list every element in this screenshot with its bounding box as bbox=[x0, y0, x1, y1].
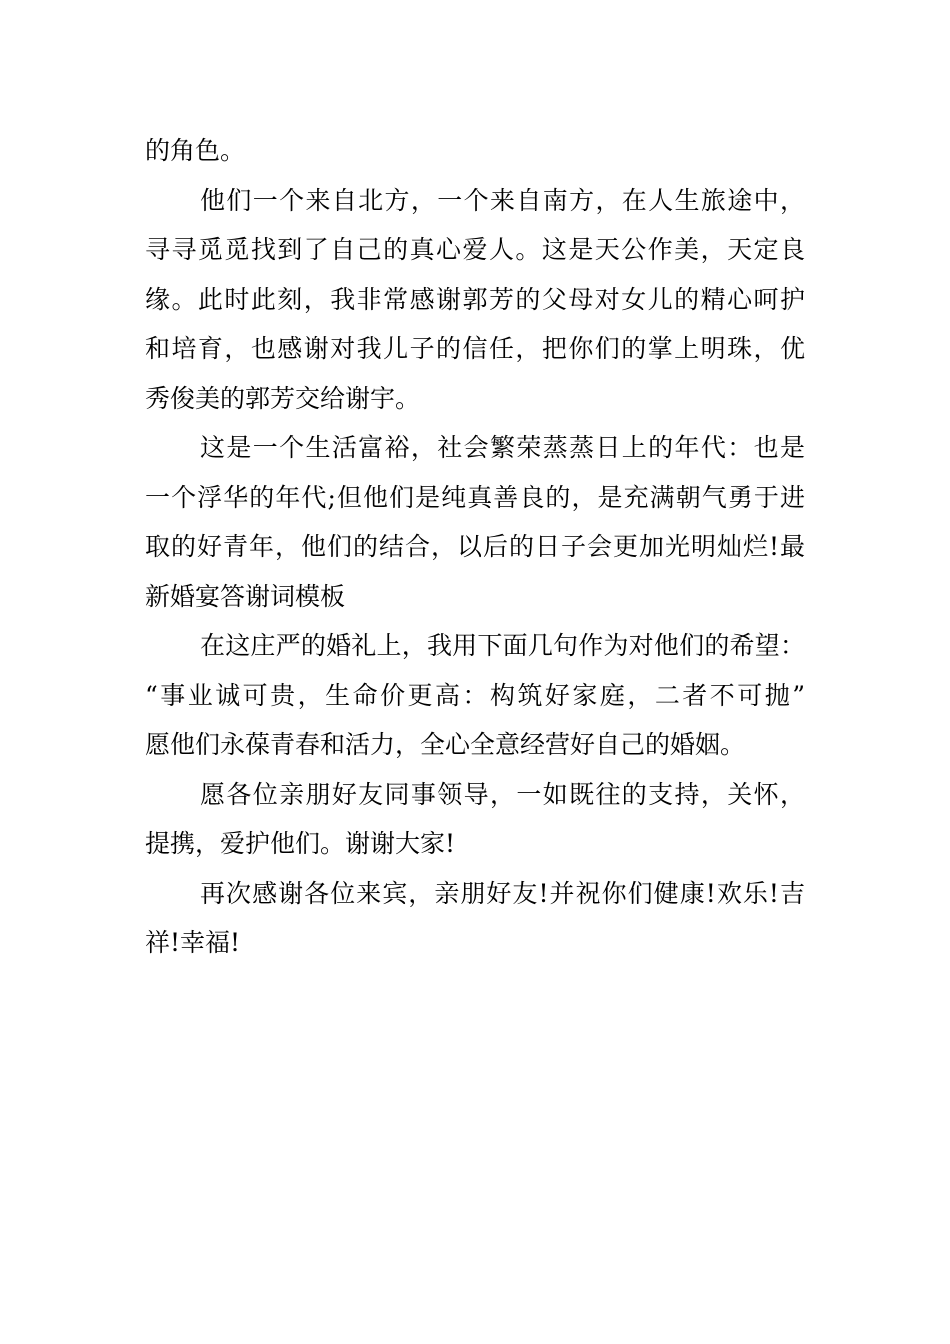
text-line: 这是一个生活富裕，社会繁荣蒸蒸日上的年代：也是 bbox=[200, 433, 805, 462]
text-line: 和培育，也感谢对我儿子的信任，把你们的掌上明珠，优 bbox=[145, 334, 805, 363]
text-line: 寻寻觅觅找到了自己的真心爱人。这是天公作美，天定良 bbox=[145, 235, 805, 264]
text-line: 缘。此时此刻，我非常感谢郭芳的父母对女儿的精心呵护 bbox=[145, 284, 805, 314]
text-line: 在这庄严的婚礼上，我用下面几句作为对他们的希望： bbox=[200, 631, 805, 660]
text-line: 他们一个来自北方，一个来自南方，在人生旅途中， bbox=[200, 185, 805, 215]
text-line: 祥!幸福! bbox=[145, 928, 241, 957]
text-line: 新婚宴答谢词模板 bbox=[145, 581, 346, 611]
document-body bbox=[145, 126, 805, 968]
text-line: 取的好青年，他们的结合，以后的日子会更加光明灿烂!最 bbox=[145, 532, 805, 561]
text-line: 愿他们永葆青春和活力，全心全意经营好自己的婚姻。 bbox=[145, 730, 746, 759]
text-line: 一个浮华的年代;但他们是纯真善良的，是充满朝气勇于进 bbox=[145, 482, 805, 512]
text-line: “事业诚可贵，生命价更高：构筑好家庭，二者不可抛” bbox=[145, 680, 805, 710]
text-line: 秀俊美的郭芳交给谢宇。 bbox=[145, 383, 421, 413]
text-line: 愿各位亲朋好友同事领导，一如既往的支持，关怀， bbox=[200, 779, 805, 809]
text-line: 提携，爱护他们。谢谢大家! bbox=[145, 829, 456, 858]
text-line: 的角色。 bbox=[145, 136, 246, 165]
text-line: 再次感谢各位来宾，亲朋好友!并祝你们健康!欢乐!吉 bbox=[200, 878, 805, 908]
